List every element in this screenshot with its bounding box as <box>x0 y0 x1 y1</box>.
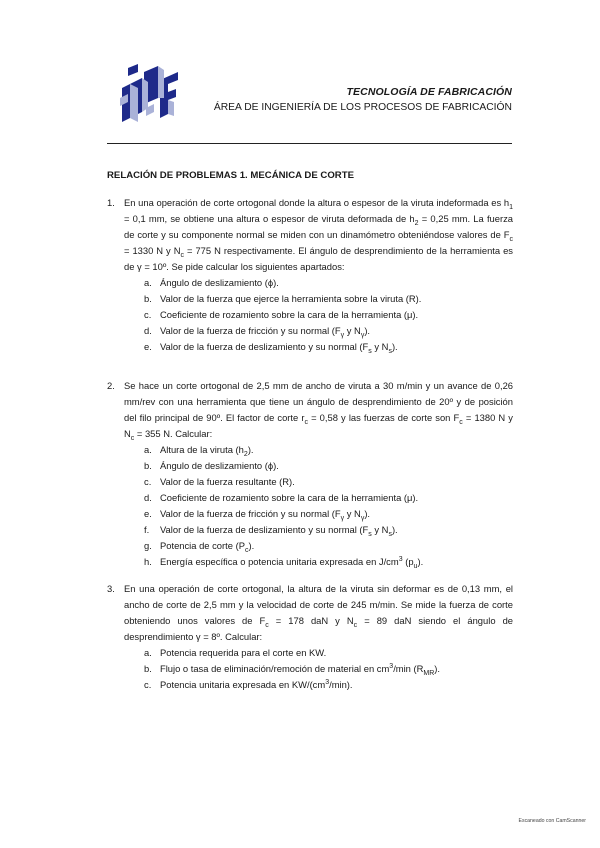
list-item: f. Valor de la fuerza de deslizamiento y su normal ($F_s$ y $N_s$). <box>144 524 398 538</box>
header <box>214 86 512 113</box>
page-title: RELACIÓN DE PROBLEMAS 1. MECÁNICA DE CORTE <box>107 170 354 181</box>
problem-1 <box>107 195 513 355</box>
problem-statement: En una operación de corte ortogonal, la altura de la viruta sin deformar es de 0,13 mm, el ancho de corte de 2,5 mm y la velocidad de corte de 245 m/min. Se mide la fuerza de corte obteniendo unos valores de $F_c = 178$ daN y $N_c = 89$ daN siendo el ángulo de desprendimiento γ = 8º. Calcular: <box>124 583 513 642</box>
list-item: c. Valor de la fuerza resultante (R). <box>144 476 295 487</box>
course-title: TECNOLOGÍA DE FABRICACIÓN <box>346 86 512 98</box>
problem-2 <box>107 378 513 570</box>
list-item: g. Potencia de corte $(P_c)$. <box>144 540 255 554</box>
list-item: d. Valor de la fuerza de fricción y su normal ($F_\gamma$ y $N_\gamma$). <box>144 325 371 339</box>
problem-statement: Se hace un corte ortogonal de 2,5 mm de ancho de viruta a 30 m/min y un avance de 0,26 mm/rev con una herramienta que tiene un ángulo de desprendimiento de 20º y de posición del filo principal de 90º. El factor de corte $r_c = 0,58$ y las fuerzas de corte son $F_c = 1380$ N y $N_c = 355$ N. Calcular: <box>124 380 513 442</box>
department-logo <box>118 58 184 130</box>
logo-icon <box>118 58 184 130</box>
header-divider <box>107 143 512 144</box>
problem-number: 1. <box>107 197 115 208</box>
list-item: c. Coeficiente de rozamiento sobre la cara de la herramienta (μ). <box>144 309 419 320</box>
list-item: a. Potencia requerida para el corte en KW. <box>144 647 327 658</box>
sub-question-list <box>144 645 513 693</box>
list-item: a. Ángulo de deslizamiento (ϕ). <box>144 277 279 288</box>
list-item: e. Valor de la fuerza de fricción y su normal ($F_\gamma$ y $N_\gamma$). <box>144 508 371 522</box>
problem-number: 3. <box>107 583 115 594</box>
problem-statement: En una operación de corte ortogonal donde la altura o espesor de la viruta indeformada es $h_1 = 0,1$ mm, se obtiene una altura o espesor de viruta deformada de $h_2 = 0,25$ mm. La fuerza de corte y su componente normal se miden con un dinamómetro obteniéndose valores de $F_c = 1330$ N y $N_c = 775$ N respectivamente. El ángulo de desprendimiento de la herramienta es de γ = 10º. Se pide calcular los siguientes apartados: <box>124 197 513 272</box>
list-item: b. Ángulo de deslizamiento (ϕ). <box>144 460 279 471</box>
list-item: b. Flujo o tasa de eliminación/remoción de material en $cm^3/\min$ $(R_{MR})$. <box>144 662 441 677</box>
problem-number: 2. <box>107 380 115 391</box>
department-name: ÁREA DE INGENIERÍA DE LOS PROCESOS DE FABRICACIÓN <box>213 102 512 113</box>
list-item: d. Coeficiente de rozamiento sobre la cara de la herramienta (μ). <box>144 492 419 503</box>
problem-3 <box>107 581 513 693</box>
list-item: a. Altura de la viruta $(h_2)$. <box>144 444 254 458</box>
sub-question-list <box>144 442 513 570</box>
list-item: c. Potencia unitaria expresada en $KW/(cm^3/\min)$. <box>144 678 353 690</box>
list-item: b. Valor de la fuerza que ejerce la herramienta sobre la viruta (R). <box>144 293 422 304</box>
sub-question-list <box>144 275 513 355</box>
scanner-watermark: Escaneado con CamScanner <box>518 818 586 824</box>
list-item: h. Energía específica o potencia unitaria expresada en $J/cm^3$ $(p_u)$. <box>144 555 424 570</box>
list-item: e. Valor de la fuerza de deslizamiento y su normal ($F_s$ y $N_s$). <box>144 341 398 355</box>
